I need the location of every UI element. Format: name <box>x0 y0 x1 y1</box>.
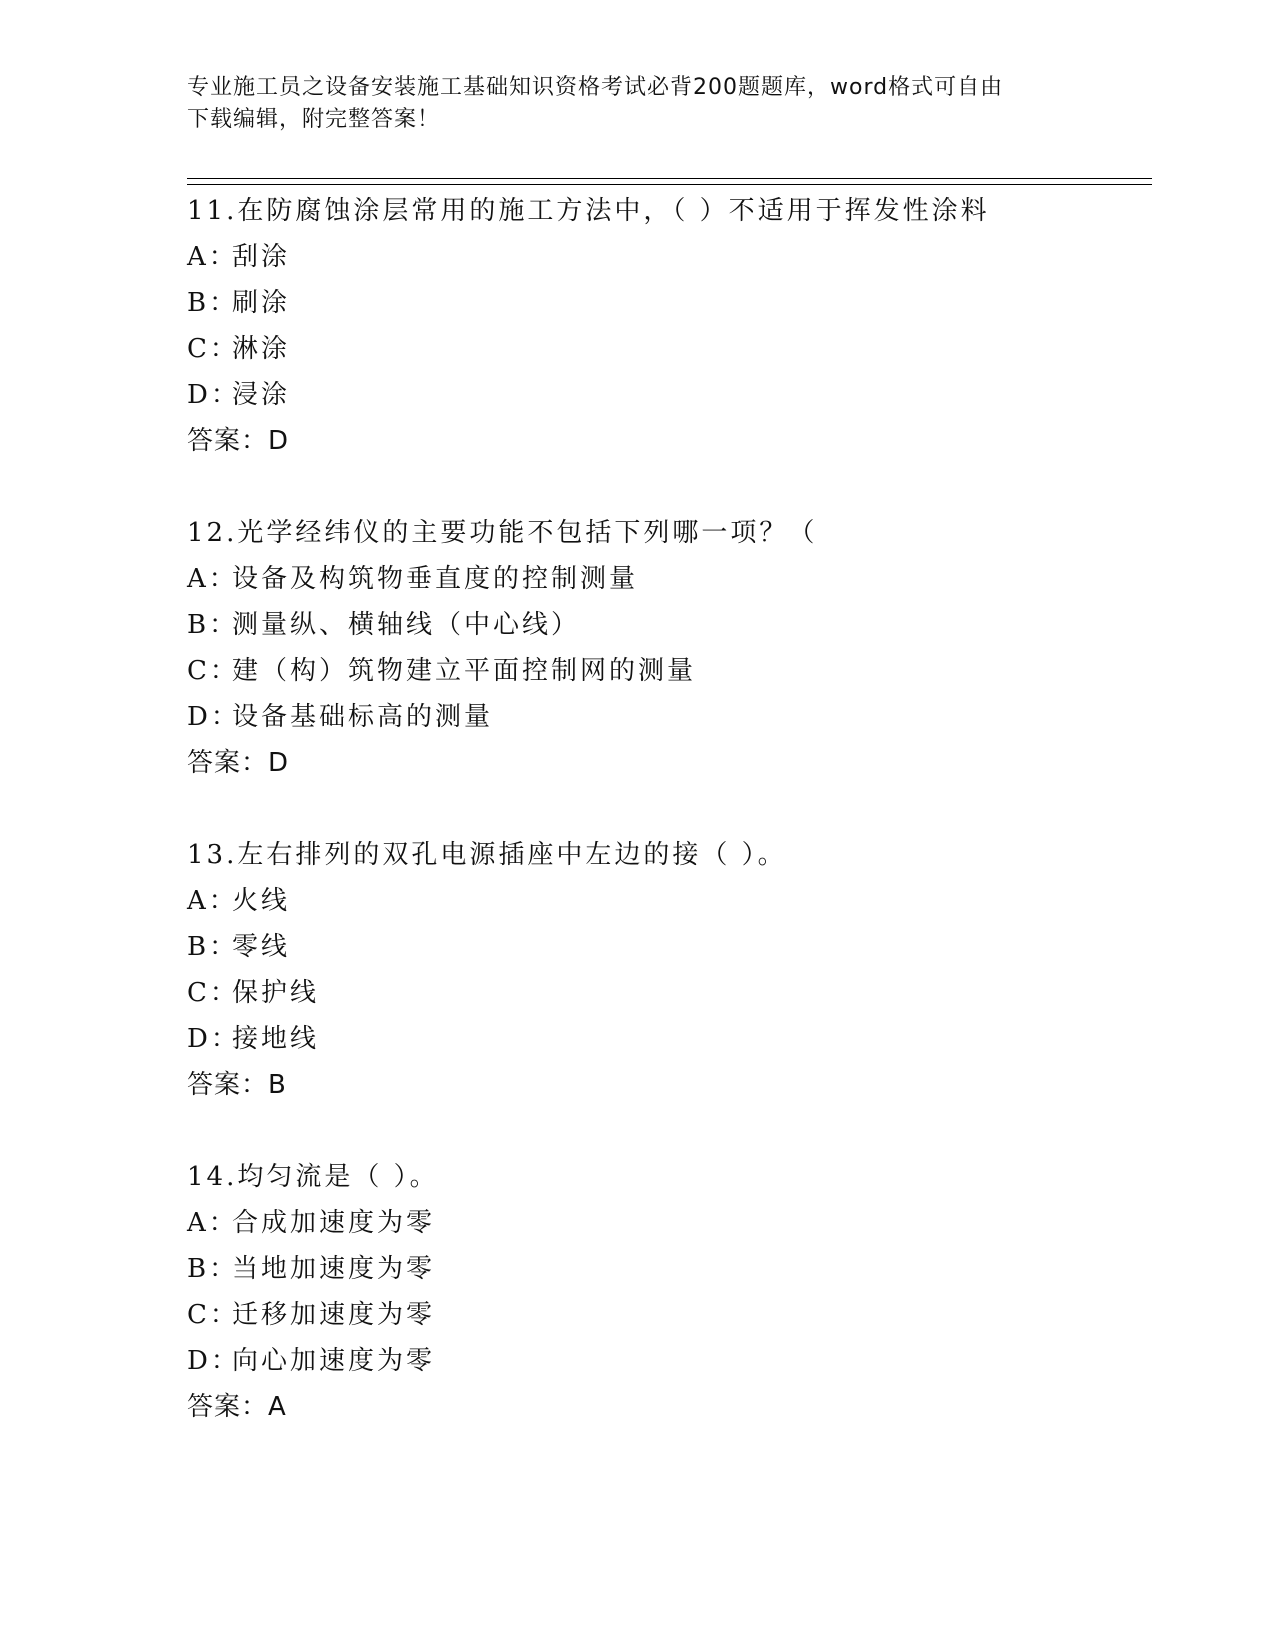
option-d <box>187 1338 1152 1384</box>
option-key: A： <box>187 886 238 916</box>
option-key: B： <box>187 932 239 962</box>
option-text: 向心加速度为零 <box>232 1346 436 1376</box>
option-key: C： <box>187 334 239 364</box>
option-b <box>187 1246 1152 1292</box>
option-key: D： <box>187 380 240 410</box>
option-a <box>187 878 1152 924</box>
option-text: 合成加速度为零 <box>232 1208 436 1238</box>
question-14 <box>187 1154 1152 1430</box>
option-key: D： <box>187 1024 240 1054</box>
option-a <box>187 1200 1152 1246</box>
option-a <box>187 556 1152 602</box>
question-stem: 14.均匀流是（ ）。 <box>187 1162 439 1192</box>
header-line-1: 专业施工员之设备安装施工基础知识资格考试必背200题题库，word格式可自由 <box>187 75 1004 100</box>
option-key: B： <box>187 288 239 318</box>
option-text: 设备及构筑物垂直度的控制测量 <box>232 564 639 594</box>
option-c <box>187 1292 1152 1338</box>
option-d <box>187 694 1152 740</box>
option-key: A： <box>187 242 238 272</box>
answer-line: 答案：A <box>187 1392 287 1422</box>
option-b <box>187 602 1152 648</box>
option-c <box>187 970 1152 1016</box>
option-text: 测量纵、横轴线（中心线） <box>232 610 581 640</box>
option-text: 当地加速度为零 <box>232 1254 436 1284</box>
option-text: 零线 <box>232 932 291 962</box>
option-text: 浸涂 <box>232 380 291 410</box>
question-list <box>187 188 1152 1476</box>
option-text: 淋涂 <box>232 334 291 364</box>
header-line-2: 下载编辑，附完整答案！ <box>187 107 441 132</box>
question-stem: 11.在防腐蚀涂层常用的施工方法中，（ ）不适用于挥发性涂料 <box>187 196 990 226</box>
question-12 <box>187 510 1152 786</box>
option-d <box>187 372 1152 418</box>
option-d <box>187 1016 1152 1062</box>
answer-line: 答案：D <box>187 748 290 778</box>
option-c <box>187 326 1152 372</box>
header-divider <box>187 178 1152 185</box>
option-text: 保护线 <box>232 978 320 1008</box>
option-text: 设备基础标高的测量 <box>232 702 494 732</box>
option-text: 接地线 <box>232 1024 320 1054</box>
option-key: D： <box>187 1346 240 1376</box>
option-b <box>187 924 1152 970</box>
option-key: B： <box>187 610 239 640</box>
option-key: A： <box>187 1208 238 1238</box>
option-key: A： <box>187 564 238 594</box>
option-a <box>187 234 1152 280</box>
option-b <box>187 280 1152 326</box>
option-key: C： <box>187 656 239 686</box>
question-stem: 13.左右排列的双孔电源插座中左边的接（ ）。 <box>187 840 787 870</box>
question-13 <box>187 832 1152 1108</box>
option-key: C： <box>187 978 239 1008</box>
answer-line: 答案：D <box>187 426 290 456</box>
option-text: 建（构）筑物建立平面控制网的测量 <box>232 656 697 686</box>
option-text: 火线 <box>232 886 291 916</box>
option-text: 刮涂 <box>232 242 291 272</box>
option-key: D： <box>187 702 240 732</box>
document-header <box>187 72 1067 136</box>
option-c <box>187 648 1152 694</box>
option-text: 刷涂 <box>232 288 291 318</box>
answer-line: 答案：B <box>187 1070 287 1100</box>
option-key: C： <box>187 1300 239 1330</box>
option-key: B： <box>187 1254 239 1284</box>
question-stem: 12.光学经纬仪的主要功能不包括下列哪一项？（ <box>187 518 818 548</box>
option-text: 迁移加速度为零 <box>232 1300 436 1330</box>
question-11 <box>187 188 1152 464</box>
